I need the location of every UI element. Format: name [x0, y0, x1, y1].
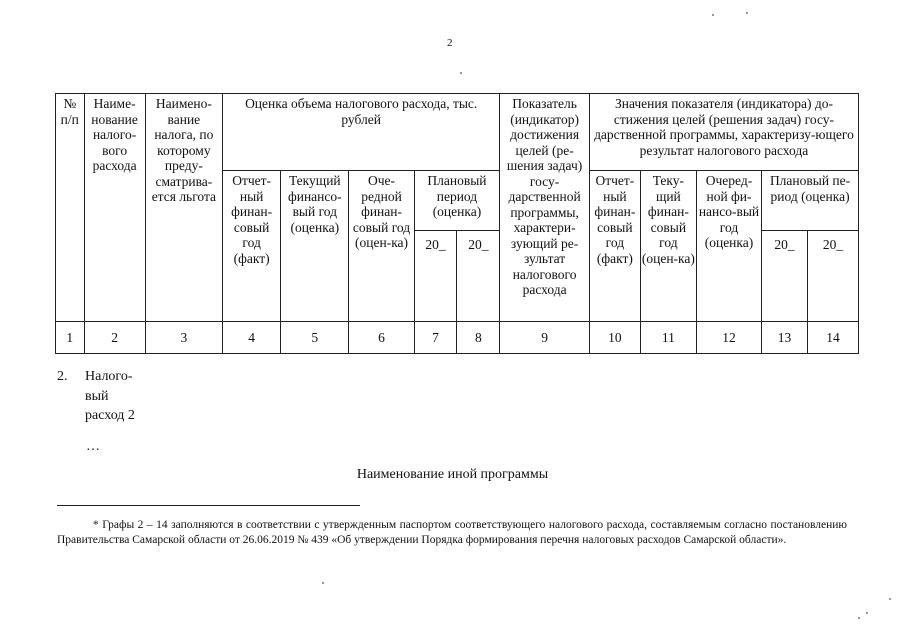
column-number: 14: [807, 322, 858, 354]
footnote: * Графы 2 – 14 заполняются в соответствии с утвержденным паспортом соответствующего налогового расхода, составляемым согласно постановлению Правительства Самарской области от 26.06.2019 № 439 «Об утверждении Порядка формирования перечня налоговых расходов Самарской области».: [57, 519, 847, 546]
header-reporting-year: Отчет-ный финан-совый год (факт): [223, 171, 281, 322]
other-program-title: Наименование иной программы: [356, 467, 549, 482]
header-row-number: № п/п: [56, 94, 85, 322]
header-tax-name: Наимено-вание налога, по которому преду-сматрива-ется льгота: [145, 94, 222, 322]
header-indicator: Показатель (индикатор) достижения целей (ре-шения задач) госу-дарственной программы, характери-зующий ре-зультат налогового расхода: [500, 94, 590, 322]
header-indicator-current-year: Теку-щий финан-совый год (оцен-ка): [640, 171, 696, 322]
header-indicator-values-group: Значения показателя (индикатора) до-стижения целей (решения задач) госу-дарственной программы, характеризу-ющего результат налогового расхода: [589, 94, 858, 171]
header-indicator-reporting-year: Отчет-ный финан-совый год (факт): [589, 171, 640, 322]
scan-speck: [712, 14, 714, 16]
column-number: 11: [640, 322, 696, 354]
column-number: 12: [696, 322, 761, 354]
scan-speck: [322, 582, 324, 584]
header-estimate-group: Оценка объема налогового расхода, тыс. рублей: [223, 94, 500, 171]
column-number: 6: [349, 322, 414, 354]
footnote-divider: [57, 505, 360, 506]
scan-speck: [746, 12, 748, 14]
row-number: 2.: [57, 369, 68, 384]
scan-speck: [858, 617, 860, 619]
scan-speck: [889, 598, 891, 600]
header-plan-period: Плановый период (оценка): [414, 171, 500, 231]
header-plan-year-1: 20_: [414, 231, 457, 322]
header-indicator-plan-year-1: 20_: [762, 231, 808, 322]
column-number: 1: [56, 322, 85, 354]
scan-speck: [460, 72, 462, 74]
column-number: 2: [84, 322, 145, 354]
header-tax-expenditure-name: Наиме-нование налого-вого расхода: [84, 94, 145, 322]
tax-expenditure-2-name: Налого-вый расход 2: [85, 369, 135, 423]
column-number: 13: [762, 322, 808, 354]
column-number: 7: [414, 322, 457, 354]
column-number: 5: [281, 322, 349, 354]
header-indicator-next-year: Очеред-ной фи-нансо-вый год (оценка): [696, 171, 761, 322]
header-indicator-plan-period: Плановый пе-риод (оценка): [762, 171, 859, 231]
scan-speck: [866, 612, 868, 614]
header-plan-year-2: 20_: [457, 231, 500, 322]
header-indicator-plan-year-2: 20_: [807, 231, 858, 322]
ellipsis: …: [86, 439, 100, 454]
column-number: 9: [500, 322, 590, 354]
column-number: 10: [589, 322, 640, 354]
tax-expenditure-table: [55, 93, 859, 354]
page-number: 2: [447, 37, 453, 49]
column-number: 3: [145, 322, 222, 354]
column-number: 8: [457, 322, 500, 354]
header-next-year: Оче-редной финан-совый год (оцен-ка): [349, 171, 414, 322]
header-current-year: Текущий финансо-вый год (оценка): [281, 171, 349, 322]
column-number: 4: [223, 322, 281, 354]
